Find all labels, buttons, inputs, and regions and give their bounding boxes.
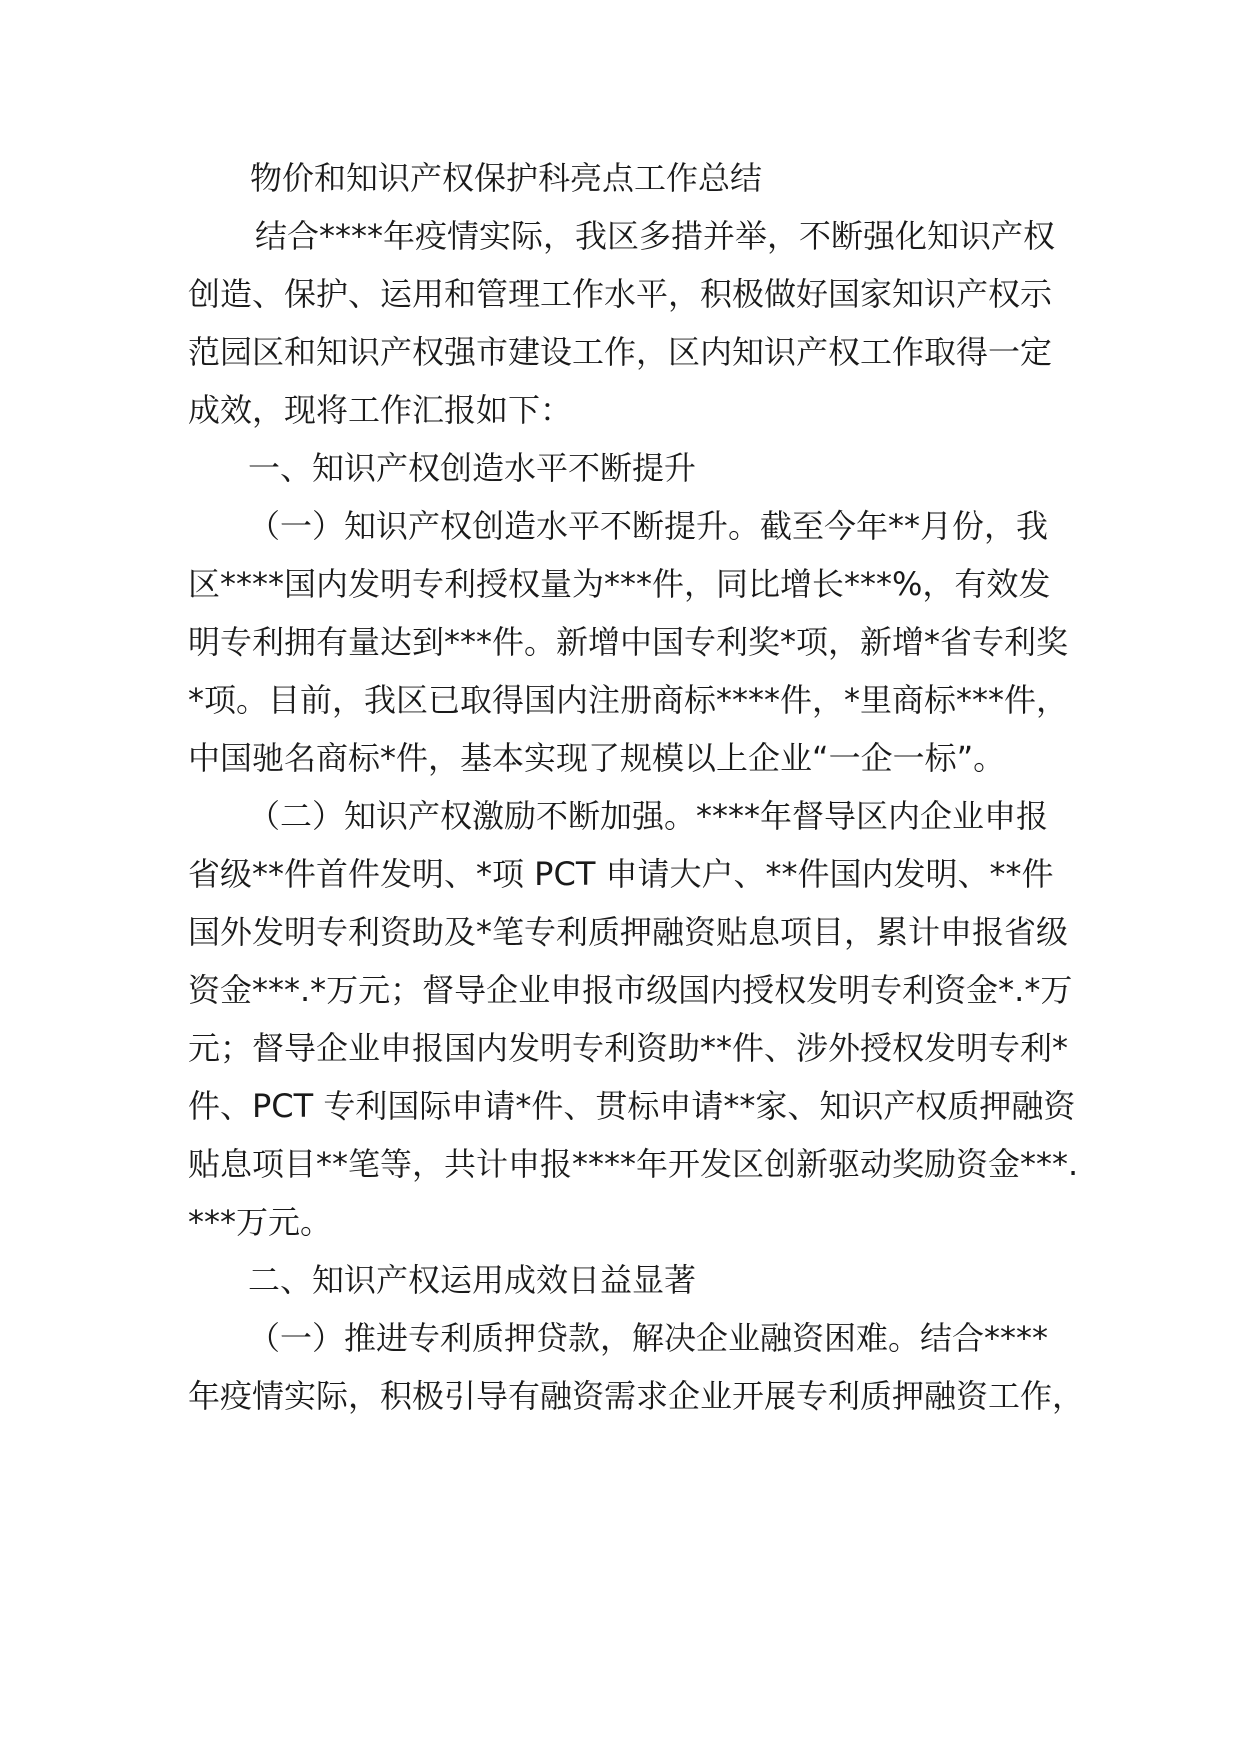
document-title: 物价和知识产权保护科亮点工作总结 [250, 159, 763, 197]
section-heading: 二、知识产权运用成效日益显著 [248, 1261, 697, 1299]
section-heading: 一、知识产权创造水平不断提升 [248, 449, 697, 487]
paragraph-line: 资金***.*万元；督导企业申报市级国内授权发明专利资金*.*万 [188, 971, 1073, 1009]
paragraph-line: ***万元。 [188, 1203, 333, 1241]
paragraph-line: 贴息项目**笔等，共计申报****年开发区创新驱动奖励资金***. [188, 1145, 1079, 1183]
paragraph-line: （一）知识产权创造水平不断提升。截至今年**月份，我 [248, 507, 1049, 545]
paragraph-line: *项。目前，我区已取得国内注册商标****件，*里商标***件， [188, 681, 1069, 719]
paragraph-line: （一）推进专利质押贷款，解决企业融资困难。结合**** [248, 1319, 1049, 1357]
paragraph-line: 国外发明专利资助及*笔专利质押融资贴息项目，累计申报省级 [188, 913, 1069, 951]
paragraph-line: 年疫情实际，积极引导有融资需求企业开展专利质押融资工作， [188, 1377, 1085, 1415]
paragraph-line: 中国驰名商标*件，基本实现了规模以上企业“一企一标”。 [188, 739, 1006, 777]
paragraph-line: 明专利拥有量达到***件。新增中国专利奖*项，新增*省专利奖 [188, 623, 1069, 661]
paragraph-line: 省级**件首件发明、*项 PCT 申请大户、**件国内发明、**件 [188, 855, 1054, 893]
paragraph-line: 件、PCT 专利国际申请*件、贯标申请**家、知识产权质押融资 [188, 1087, 1076, 1125]
paragraph-line: 范园区和知识产权强市建设工作，区内知识产权工作取得一定 [188, 333, 1053, 371]
paragraph-line: 区****国内发明专利授权量为***件，同比增长***%，有效发 [188, 565, 1051, 603]
paragraph-line: 元；督导企业申报国内发明专利资助**件、涉外授权发明专利* [188, 1029, 1069, 1067]
paragraph-line: （二）知识产权激励不断加强。****年督导区内企业申报 [248, 797, 1049, 835]
paragraph-line: 创造、保护、运用和管理工作水平，积极做好国家知识产权示 [188, 275, 1053, 313]
paragraph-line: 成效，现将工作汇报如下： [188, 391, 573, 429]
paragraph-line: 结合****年疫情实际，我区多措并举，不断强化知识产权 [255, 217, 1056, 255]
